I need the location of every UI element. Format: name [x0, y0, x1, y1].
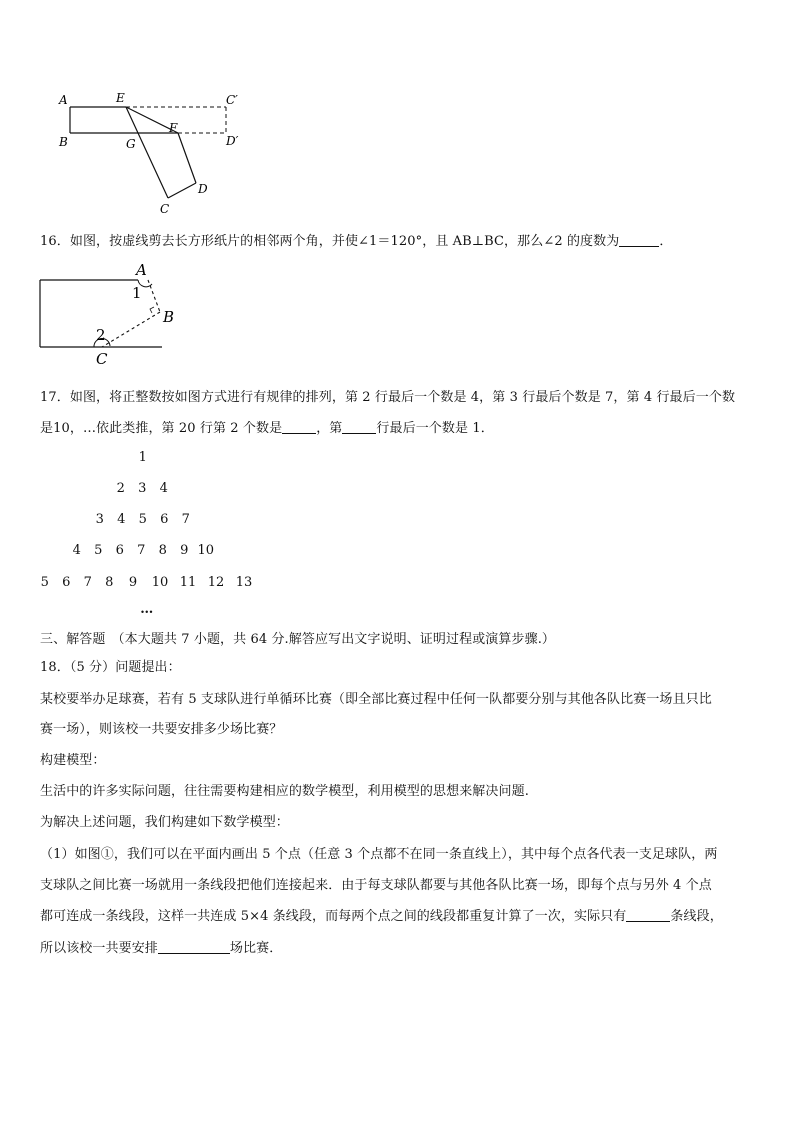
tri-num: 10	[151, 575, 169, 590]
triangle-ellipsis	[136, 602, 158, 617]
triangle-row-5	[34, 575, 258, 590]
label-G: G	[126, 137, 136, 151]
tri-num: 3	[138, 481, 147, 496]
label-1: 1	[132, 284, 142, 302]
q16-number: 16．	[40, 234, 70, 249]
q18-para3: 为解决上述问题，我们构建如下数学模型：	[40, 815, 289, 830]
q17-answer-blank-2	[342, 421, 376, 434]
tri-num: 3	[95, 512, 104, 527]
q16-body: 如图，按虚线剪去长方形纸片的相邻两个角，并使∠1＝120°，且 AB⊥BC，那么∠2 的度数为	[69, 234, 620, 249]
triangle-row-2	[110, 481, 175, 496]
tri-num: 9	[180, 543, 189, 558]
cut-BC	[102, 312, 160, 347]
triangle-row-4	[66, 543, 217, 558]
fold-figure	[50, 88, 260, 218]
section-title: 三、解答题	[40, 632, 106, 647]
q18-para4-line3	[40, 905, 723, 924]
tri-num: 8	[158, 543, 167, 558]
q17-text-2c: 行最后一个数是 1．	[376, 421, 494, 436]
section-note: （本大题共 7 小题，共 64 分.解答应写出文字说明、证明过程或演算步骤.）	[111, 632, 556, 647]
tri-num: 6	[62, 575, 71, 590]
label-A: A	[59, 93, 68, 107]
tri-num: 7	[181, 512, 190, 527]
tri-num: 10	[197, 543, 215, 558]
tri-num: 6	[160, 512, 169, 527]
q17-line2	[40, 417, 494, 436]
q17-answer-blank-1	[282, 421, 316, 434]
right-angle-mark	[150, 307, 154, 313]
q17-text-2b: ，第	[316, 421, 343, 436]
triangle-row-1	[132, 450, 154, 465]
q18-answer-blank-2	[158, 941, 230, 954]
label-B: B	[59, 135, 68, 149]
label-D-prime: D′	[226, 134, 239, 148]
tri-num: 8	[105, 575, 114, 590]
cut-rectangle-figure	[38, 260, 178, 370]
q16-answer-blank	[619, 234, 659, 247]
q18-answer-blank-1	[626, 909, 670, 922]
q18-para2: 生活中的许多实际问题，往往需要构建相应的数学模型，利用模型的思想来解决问题.	[40, 784, 529, 799]
label-A: A	[136, 261, 147, 279]
tri-num: 1	[138, 450, 147, 465]
q18-para4-line4	[40, 937, 282, 956]
tri-num: 7	[83, 575, 92, 590]
tri-num: 11	[179, 575, 197, 590]
label-2: 2	[96, 326, 106, 344]
q18-para1-line1: 某校要举办足球赛，若有 5 支球队进行单循环比赛（即全部比赛过程中任何一队都要分别与其他各队比赛一场且只比	[40, 692, 712, 707]
q16-tail: ．	[659, 234, 673, 249]
label-C: C	[160, 202, 170, 216]
tri-num: 5	[40, 575, 49, 590]
tri-num: 2	[116, 481, 125, 496]
edge-CD	[168, 183, 196, 198]
tri-num: 5	[138, 512, 147, 527]
label-C-prime: C′	[226, 93, 238, 107]
q18-para4-line2: 支球队之间比赛一场就用一条线段把他们连接起来．由于每支球队都要与其他各队比赛一场，即每个点与另外 4 个点	[40, 878, 712, 893]
label-D: D	[198, 182, 208, 196]
tri-num: 4	[72, 543, 81, 558]
tri-num: 13	[235, 575, 253, 590]
tri-num: 5	[94, 543, 103, 558]
ellipsis: …	[140, 602, 154, 617]
tri-num: 12	[207, 575, 225, 590]
tri-num: 7	[137, 543, 146, 558]
q16-text	[40, 230, 672, 249]
q18-para4-line1: （1）如图①，我们可以在平面内画出 5 个点（任意 3 个点都不在同一条直线上），其中每个点各代表一支足球队，两	[40, 847, 718, 862]
q17-number: 17．	[40, 390, 70, 405]
tri-num: 4	[117, 512, 126, 527]
q17-text-1: 如图，将正整数按如图方式进行有规律的排列，第 2 行最后一个数是 4，第 3 行最后个数是 7，第 4 行最后一个数	[69, 390, 736, 405]
label-E: E	[116, 91, 125, 105]
triangle-row-3	[89, 512, 197, 527]
section-3-heading	[40, 628, 555, 647]
edge-FD	[178, 133, 196, 183]
q18-text-4b: 场比赛．	[229, 941, 283, 956]
tri-num: 9	[128, 575, 138, 590]
q17-line1	[40, 386, 735, 405]
label-F: F	[169, 121, 178, 135]
edge-EC	[126, 107, 168, 198]
label-B: B	[163, 308, 175, 326]
tri-num: 4	[159, 481, 168, 496]
q18-header: 18．（5 分）问题提出：	[40, 660, 181, 675]
q18-para1-line2: 赛一场），则该校一共要安排多少场比赛？	[40, 722, 283, 737]
q18-text-3a: 都可连成一条线段，这样一共连成 5×4 条线段，而每两个点之间的线段都重复计算了一次，实际只有	[40, 909, 627, 924]
tri-num: 6	[115, 543, 124, 558]
q18-text-4a: 所以该校一共要安排	[40, 941, 158, 956]
label-C: C	[96, 350, 108, 368]
q18-text-3b: 条线段，	[670, 909, 723, 924]
q18-model-title: 构建模型：	[40, 753, 106, 768]
q17-text-2a: 是10，…依此类推，第 20 行第 2 个数是	[40, 421, 283, 436]
